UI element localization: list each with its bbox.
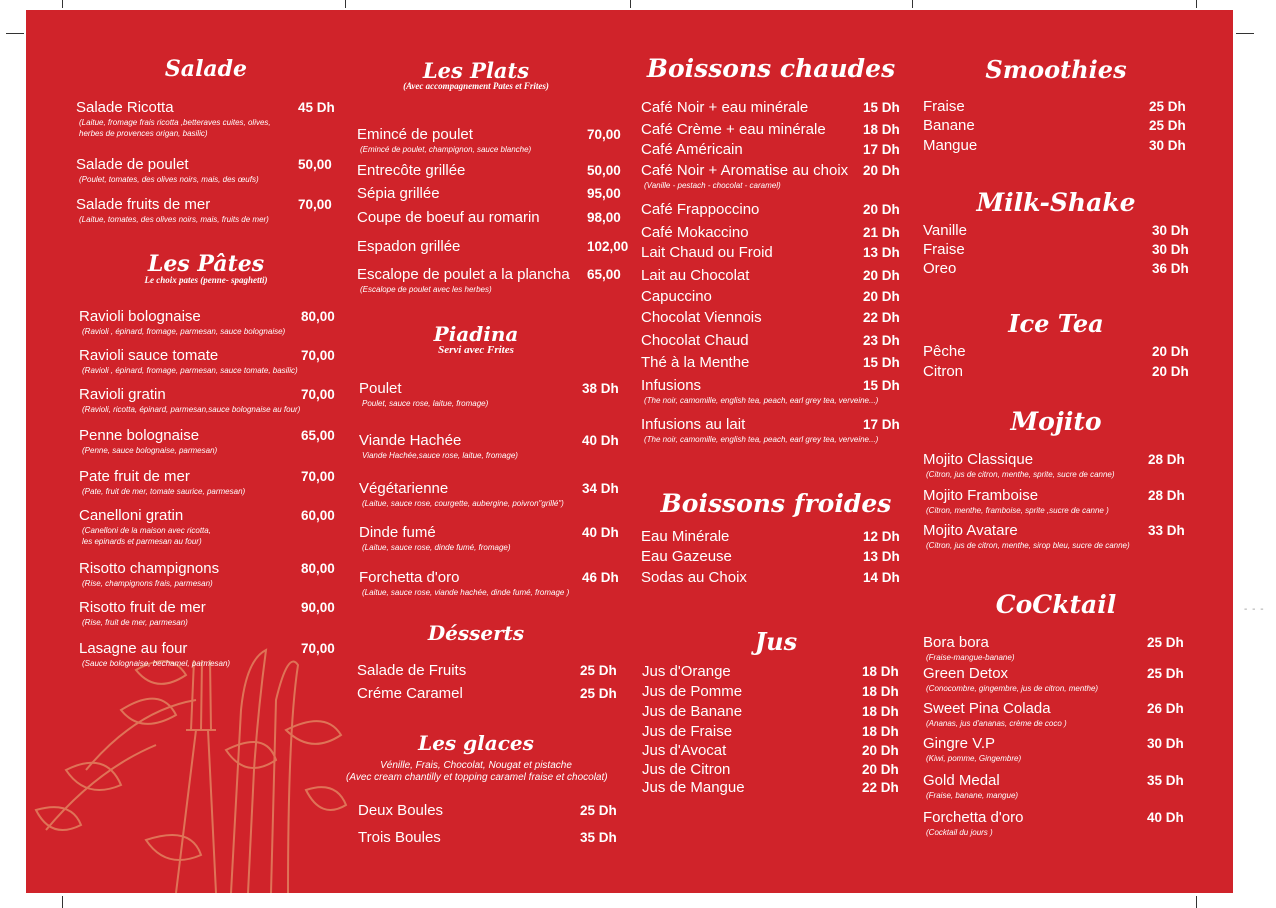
item-price: 65,00 bbox=[587, 267, 621, 282]
item-price: 33 Dh bbox=[1148, 523, 1185, 538]
item-description: (Ravioli , épinard, fromage, parmesan, sauce bolognaise) bbox=[82, 327, 286, 336]
item-name: Bora bora bbox=[923, 634, 989, 651]
item-name: Poulet bbox=[359, 380, 402, 397]
item-name: Jus de Fraise bbox=[642, 723, 733, 740]
menu-item-dinde-fume bbox=[359, 524, 619, 553]
item-description: (Laitue, sauce rose, courgette, aubergine, poivron"grillé") bbox=[362, 499, 564, 508]
menu-item-coupe-de-boeuf-au-romarin bbox=[357, 209, 621, 227]
menu-item-canelloni-gratin bbox=[79, 507, 335, 547]
item-name: Espadon grillée bbox=[357, 238, 461, 255]
menu-item-jus-d-orange bbox=[642, 663, 899, 681]
item-description: Poulet, sauce rose, laitue, fromage) bbox=[362, 399, 489, 408]
item-price: 40 Dh bbox=[582, 433, 619, 448]
item-price: 30 Dh bbox=[1152, 242, 1189, 257]
item-price: 14 Dh bbox=[863, 570, 900, 585]
menu-item-jus-d-avocat bbox=[642, 742, 899, 760]
section-title-jus: Jus bbox=[754, 627, 798, 656]
menu-item-fraise bbox=[923, 98, 1186, 116]
item-name: Thé à la Menthe bbox=[641, 354, 750, 371]
section-title-salade: Salade bbox=[164, 56, 248, 82]
item-name: Ravioli bolognaise bbox=[79, 308, 201, 325]
item-price: 40 Dh bbox=[582, 525, 619, 540]
item-name: Ravioli sauce tomate bbox=[79, 347, 219, 364]
section-title-cocktail: CoCktail bbox=[995, 590, 1117, 619]
item-price: 18 Dh bbox=[863, 122, 900, 137]
item-price: 13 Dh bbox=[863, 549, 900, 564]
section-title-piadina bbox=[396, 322, 556, 356]
menu-item-mojito-classique bbox=[923, 451, 1185, 480]
crop-mark bbox=[912, 0, 913, 8]
menu-item-bora-bora bbox=[923, 634, 1184, 663]
item-price: 30 Dh bbox=[1149, 138, 1186, 153]
menu-item-capuccino bbox=[641, 288, 900, 306]
item-name: Lasagne au four bbox=[79, 640, 188, 657]
item-price: 25 Dh bbox=[1147, 666, 1184, 681]
crop-mark bbox=[1196, 896, 1197, 908]
item-price: 25 Dh bbox=[580, 663, 617, 678]
item-description: (The noir, camomille, english tea, peach, earl grey tea, verveine...) bbox=[644, 435, 879, 444]
item-price: 23 Dh bbox=[863, 333, 900, 348]
item-description: (Cocktail du jours ) bbox=[926, 828, 993, 837]
menu-item-jus-de-pomme bbox=[642, 683, 899, 701]
menu-item-cafe-noir-aromatise-au-choix bbox=[641, 162, 900, 191]
section-title-milkshake: Milk-Shake bbox=[976, 188, 1136, 217]
item-price: 20 Dh bbox=[1152, 364, 1189, 379]
menu-item-entrecote-grillee bbox=[357, 162, 621, 180]
menu-item-jus-de-banane bbox=[642, 703, 899, 721]
item-name: Trois Boules bbox=[358, 829, 441, 846]
menu-item-sepia-grillee bbox=[357, 185, 621, 203]
item-name: Viande Hachée bbox=[359, 432, 462, 449]
item-name: Lait Chaud ou Froid bbox=[641, 244, 773, 261]
item-description: (Citron, jus de citron, menthe, sirop bleu, sucre de canne) bbox=[926, 541, 1130, 550]
item-name: Sépia grillée bbox=[357, 185, 440, 202]
menu-item-oreo bbox=[923, 260, 1189, 278]
item-description: (Sauce bolognaise, bechamel, parmesan) bbox=[82, 659, 231, 668]
item-price: 70,00 bbox=[301, 641, 335, 656]
item-description: (Laitue, fromage frais ricotta ,betteraves cuites, olives, herbes de provences origan, basilic) bbox=[79, 118, 271, 138]
item-price: 20 Dh bbox=[863, 202, 900, 217]
item-price: 65,00 bbox=[301, 428, 335, 443]
item-description: (Conocombre, gingembre, jus de citron, menthe) bbox=[926, 684, 1099, 693]
item-description: (Kiwi, pomme, Gingembre) bbox=[926, 754, 1022, 763]
item-name: Eau Gazeuse bbox=[641, 548, 732, 565]
menu-item-gold-medal bbox=[923, 772, 1184, 801]
item-price: 13 Dh bbox=[863, 245, 900, 260]
menu-item-lait-chaud-ou-froid bbox=[641, 244, 900, 262]
item-name: Banane bbox=[923, 117, 975, 134]
item-name: Lait au Chocolat bbox=[641, 267, 750, 284]
item-price: 70,00 bbox=[587, 127, 621, 142]
item-name: Mojito Avatare bbox=[923, 522, 1018, 539]
item-price: 21 Dh bbox=[863, 225, 900, 240]
item-name: Café Frappoccino bbox=[641, 201, 760, 218]
pates-subtitle: Le choix pates (penne- spaghetti) bbox=[144, 275, 268, 285]
menu-item-banane bbox=[923, 117, 1186, 135]
item-name: Ravioli gratin bbox=[79, 386, 166, 403]
item-name: Risotto fruit de mer bbox=[79, 599, 206, 616]
item-price: 70,00 bbox=[301, 387, 335, 402]
item-price: 38 Dh bbox=[582, 381, 619, 396]
item-price: 28 Dh bbox=[1148, 452, 1185, 467]
item-price: 17 Dh bbox=[863, 417, 900, 432]
item-name: Eau Minérale bbox=[641, 528, 730, 545]
menu-item-espadon-grillee bbox=[357, 238, 629, 256]
item-price: 22 Dh bbox=[862, 780, 899, 795]
crop-mark bbox=[62, 0, 63, 8]
item-description: (Pate, fruit de mer, tomate saurice, parmesan) bbox=[82, 487, 246, 496]
item-description: (Emincé de poulet, champignon, sauce blanche) bbox=[360, 145, 532, 154]
item-price: 80,00 bbox=[301, 561, 335, 576]
section-title-plats bbox=[376, 58, 576, 91]
item-name: Pêche bbox=[923, 343, 966, 360]
section-title-ice-tea: Ice Tea bbox=[1008, 309, 1104, 338]
menu-item-jus-de-citron bbox=[642, 761, 899, 779]
menu-item-risotto-champignons bbox=[79, 560, 335, 589]
item-price: 70,00 bbox=[298, 197, 332, 212]
menu-item-cafe-noir-eau-minerale bbox=[641, 99, 900, 117]
piadina-title: Piadina bbox=[433, 322, 519, 346]
plats-subtitle: (Avec accompagnement Pates et Frites) bbox=[403, 81, 549, 91]
item-price: 35 Dh bbox=[580, 830, 617, 845]
menu-item-jus-de-mangue bbox=[642, 779, 899, 797]
item-name: Forchetta d'oro bbox=[359, 569, 460, 586]
pates-title: Les Pâtes bbox=[147, 251, 265, 277]
item-name: Créme Caramel bbox=[357, 685, 463, 702]
menu-item-trois-boules bbox=[358, 829, 617, 847]
menu-item-cafe-creme-eau-minerale bbox=[641, 121, 900, 139]
item-name: Végétarienne bbox=[359, 480, 449, 497]
crop-mark bbox=[1236, 33, 1254, 34]
item-name: Entrecôte grillée bbox=[357, 162, 466, 179]
menu-item-ravioli-bolognaise bbox=[79, 308, 335, 337]
item-name: Infusions au lait bbox=[641, 416, 746, 433]
item-name: Gingre V.P bbox=[923, 735, 995, 752]
item-price: 18 Dh bbox=[862, 724, 899, 739]
item-description: (Ravioli, ricotta, épinard, parmesan,sauce bolognaise au four) bbox=[82, 405, 301, 414]
menu-item-salade-de-fruits bbox=[357, 662, 617, 680]
menu-item-cafe-mokaccino bbox=[641, 224, 900, 242]
section-title-pates bbox=[116, 251, 296, 285]
menu-item-creme-caramel bbox=[357, 685, 617, 703]
item-name: Jus de Pomme bbox=[642, 683, 743, 700]
item-price: 30 Dh bbox=[1147, 736, 1184, 751]
menu-item-lait-au-chocolat bbox=[641, 267, 900, 285]
piadina-subtitle: Servi avec Frites bbox=[438, 344, 514, 356]
item-name: Café Noir + Aromatise au choix bbox=[641, 162, 849, 179]
item-description: (Fraise, banane, mangue) bbox=[926, 791, 1019, 800]
menu-item-cafe-americain bbox=[641, 141, 900, 159]
item-price: 15 Dh bbox=[863, 355, 900, 370]
menu-sheet bbox=[26, 10, 1233, 893]
item-name: Mojito Classique bbox=[923, 451, 1034, 468]
item-price: 15 Dh bbox=[863, 100, 900, 115]
menu-item-green-detox bbox=[923, 665, 1184, 694]
item-name: Salade de Fruits bbox=[357, 662, 467, 679]
item-name: Jus de Citron bbox=[642, 761, 731, 778]
menu-item-risotto-fruit-de-mer bbox=[79, 599, 335, 628]
section-title-mojito: Mojito bbox=[1010, 407, 1102, 436]
item-description: Viande Hachée,sauce rose, laitue, fromage) bbox=[362, 451, 518, 460]
menu-item-peche bbox=[923, 343, 1189, 361]
item-name: Jus de Mangue bbox=[642, 779, 745, 796]
item-description: (Penne, sauce bolognaise, parmesan) bbox=[82, 446, 218, 455]
menu-item-ravioli-sauce-tomate bbox=[79, 347, 335, 376]
item-name: Café Mokaccino bbox=[641, 224, 749, 241]
item-price: 34 Dh bbox=[582, 481, 619, 496]
menu-item-sodas-au-choix bbox=[641, 569, 900, 587]
menu-item-vanille bbox=[923, 222, 1189, 240]
menu-item-mojito-framboise bbox=[923, 487, 1185, 516]
menu-item-mojito-avatare bbox=[923, 522, 1185, 551]
item-name: Deux Boules bbox=[358, 802, 444, 819]
item-price: 50,00 bbox=[298, 157, 332, 172]
glaces-flavours: Vénille, Frais, Chocolat, Nougat et pistache bbox=[380, 760, 572, 771]
item-name: Chocolat Chaud bbox=[641, 332, 749, 349]
item-price: 12 Dh bbox=[863, 529, 900, 544]
item-price: 22 Dh bbox=[863, 310, 900, 325]
item-name: Dinde fumé bbox=[359, 524, 436, 541]
item-description: (The noir, camomille, english tea, peach, earl grey tea, verveine...) bbox=[644, 396, 879, 405]
menu-item-ravioli-gratin bbox=[79, 386, 335, 415]
item-price: 25 Dh bbox=[1147, 635, 1184, 650]
item-price: 80,00 bbox=[301, 309, 335, 324]
item-price: 25 Dh bbox=[580, 803, 617, 818]
menu-item-deux-boules bbox=[358, 802, 617, 820]
section-title-desserts: Désserts bbox=[427, 621, 525, 645]
item-price: 45 Dh bbox=[298, 100, 335, 115]
plats-title: Les Plats bbox=[422, 58, 530, 83]
item-name: Fraise bbox=[923, 98, 965, 115]
crop-mark bbox=[345, 0, 346, 8]
menu-item-jus-de-fraise bbox=[642, 723, 899, 741]
item-name: Mojito Framboise bbox=[923, 487, 1039, 504]
menu-item-eau-minerale bbox=[641, 528, 900, 546]
item-description: (Laitue, tomates, des olives noirs, mais, fruits de mer) bbox=[79, 215, 269, 224]
item-name: Green Detox bbox=[923, 665, 1009, 682]
item-name: Vanille bbox=[923, 222, 967, 239]
menu-item-mangue bbox=[923, 137, 1186, 155]
item-price: 25 Dh bbox=[1149, 99, 1186, 114]
item-price: 26 Dh bbox=[1147, 701, 1184, 716]
item-price: 20 Dh bbox=[863, 268, 900, 283]
item-description: (Fraise-mangue-banane) bbox=[926, 653, 1015, 662]
item-name: Canelloni gratin bbox=[79, 507, 184, 524]
item-price: 30 Dh bbox=[1152, 223, 1189, 238]
item-price: 20 Dh bbox=[1152, 344, 1189, 359]
item-description: (Laitue, sauce rose, dinde fumé, fromage) bbox=[362, 543, 511, 552]
item-name: Infusions bbox=[641, 377, 702, 394]
crop-mark bbox=[630, 0, 631, 8]
item-name: Chocolat Viennois bbox=[641, 309, 762, 326]
menu-item-chocolat-viennois bbox=[641, 309, 900, 327]
menu-item-cafe-frappoccino bbox=[641, 201, 900, 219]
item-name: Sweet Pina Colada bbox=[923, 700, 1051, 717]
menu-item-salade-ricotta bbox=[76, 99, 335, 139]
menu-item-vegetarienne bbox=[359, 480, 619, 509]
menu-item-infusions-au-lait bbox=[641, 416, 900, 445]
item-price: 90,00 bbox=[301, 600, 335, 615]
item-description: (Vanille - pestach - chocolat - caramel) bbox=[644, 181, 781, 190]
item-price: 36 Dh bbox=[1152, 261, 1189, 276]
menu-item-salade-fruits-de-mer bbox=[76, 196, 332, 225]
item-price: 70,00 bbox=[301, 469, 335, 484]
item-description: (Rise, fruit de mer, parmesan) bbox=[82, 618, 188, 627]
menu-item-poulet bbox=[359, 380, 619, 409]
item-name: Mangue bbox=[923, 137, 978, 154]
item-description: (Laitue, sauce rose, viande hachée, dinde fumé, fromage ) bbox=[362, 588, 570, 597]
item-price: 15 Dh bbox=[863, 378, 900, 393]
item-name: Sodas au Choix bbox=[641, 569, 747, 586]
menu-item-pate-fruit-de-mer bbox=[79, 468, 335, 497]
item-price: 20 Dh bbox=[863, 163, 900, 178]
item-price: 60,00 bbox=[301, 508, 335, 523]
item-name: Escalope de poulet a la plancha bbox=[357, 266, 570, 283]
section-title-boissons-froides: Boissons froides bbox=[660, 489, 892, 518]
crop-mark bbox=[62, 896, 63, 908]
item-name: Café Américain bbox=[641, 141, 743, 158]
menu-item-penne-bolognaise bbox=[79, 427, 335, 456]
menu-item-escalope-de-poulet-a-la-plancha bbox=[357, 266, 621, 295]
item-price: 17 Dh bbox=[863, 142, 900, 157]
menu-item-the-a-la-menthe bbox=[641, 354, 900, 372]
item-name: Emincé de poulet bbox=[357, 126, 473, 143]
menu-item-gingre-v-p bbox=[923, 735, 1184, 764]
item-price: 25 Dh bbox=[580, 686, 617, 701]
item-name: Penne bolognaise bbox=[79, 427, 200, 444]
menu-item-salade-de-poulet bbox=[76, 156, 332, 185]
menu-item-citron bbox=[923, 363, 1189, 381]
item-name: Café Crème + eau minérale bbox=[641, 121, 826, 138]
menu-item-sweet-pina-colada bbox=[923, 700, 1184, 729]
item-price: 98,00 bbox=[587, 210, 621, 225]
item-name: Citron bbox=[923, 363, 964, 380]
item-price: 40 Dh bbox=[1147, 810, 1184, 825]
item-name: Jus de Banane bbox=[642, 703, 743, 720]
item-price: 20 Dh bbox=[863, 289, 900, 304]
item-price: 50,00 bbox=[587, 163, 621, 178]
item-price: 18 Dh bbox=[862, 684, 899, 699]
menu-item-lasagne-au-four bbox=[79, 640, 335, 669]
section-title-boissons-chaudes: Boissons chaudes bbox=[646, 54, 896, 83]
menu-item-forchetta-d-oro bbox=[923, 809, 1184, 838]
item-name: Capuccino bbox=[641, 288, 712, 305]
item-name: Salade de poulet bbox=[76, 156, 189, 173]
item-price: 95,00 bbox=[587, 186, 621, 201]
item-price: 25 Dh bbox=[1149, 118, 1186, 133]
item-name: Gold Medal bbox=[923, 772, 1000, 789]
item-description: (Canelloni de la maison avec ricotta, les epinards et parmesan au four) bbox=[82, 526, 211, 546]
crop-mark bbox=[6, 33, 24, 34]
item-description: (Ravioli , épinard, fromage, parmesan, sauce tomate, basilic) bbox=[82, 366, 298, 375]
item-description: (Poulet, tomates, des olives noirs, mais, des œufs) bbox=[79, 175, 259, 184]
item-name: Café Noir + eau minérale bbox=[641, 99, 809, 116]
item-name: Pate fruit de mer bbox=[79, 468, 190, 485]
menu-item-viande-hachee bbox=[359, 432, 619, 461]
item-price: 46 Dh bbox=[582, 570, 619, 585]
menu-item-infusions bbox=[641, 377, 900, 406]
item-price: 35 Dh bbox=[1147, 773, 1184, 788]
item-description: (Ananas, jus d'ananas, crème de coco ) bbox=[926, 719, 1067, 728]
menu-item-fraise bbox=[923, 241, 1189, 259]
item-name: Salade Ricotta bbox=[76, 99, 174, 116]
item-price: 18 Dh bbox=[862, 664, 899, 679]
menu-item-chocolat-chaud bbox=[641, 332, 900, 350]
item-price: 28 Dh bbox=[1148, 488, 1185, 503]
menu-item-emince-de-poulet bbox=[357, 126, 621, 155]
item-description: (Citron, jus de citron, menthe, sprite, sucre de canne) bbox=[926, 470, 1115, 479]
section-title-smoothies: Smoothies bbox=[985, 55, 1127, 84]
menu-item-eau-gazeuse bbox=[641, 548, 900, 566]
item-price: 20 Dh bbox=[862, 743, 899, 758]
item-price: 102,00 bbox=[587, 239, 629, 254]
item-name: Salade fruits de mer bbox=[76, 196, 211, 213]
crop-mark bbox=[1196, 0, 1197, 8]
menu-item-forchetta-d-oro bbox=[359, 569, 619, 598]
glaces-toppings: (Avec cream chantilly et topping caramel fraise et chocolat) bbox=[346, 772, 608, 783]
item-description: (Citron, menthe, framboise, sprite ,sucre de canne ) bbox=[926, 506, 1109, 515]
section-title-glaces: Les glaces bbox=[418, 731, 534, 755]
item-name: Jus d'Avocat bbox=[642, 742, 727, 759]
item-description: (Escalope de poulet avec les herbes) bbox=[360, 285, 492, 294]
item-name: Fraise bbox=[923, 241, 965, 258]
item-name: Jus d'Orange bbox=[642, 663, 731, 680]
item-name: Coupe de boeuf au romarin bbox=[357, 209, 540, 226]
item-name: Forchetta d'oro bbox=[923, 809, 1024, 826]
item-price: 70,00 bbox=[301, 348, 335, 363]
fold-mark: - - - bbox=[1244, 604, 1265, 615]
item-description: (Rise, champignons frais, parmesan) bbox=[82, 579, 213, 588]
item-name: Risotto champignons bbox=[79, 560, 220, 577]
item-name: Oreo bbox=[923, 260, 957, 277]
item-price: 18 Dh bbox=[862, 704, 899, 719]
item-price: 20 Dh bbox=[862, 762, 899, 777]
